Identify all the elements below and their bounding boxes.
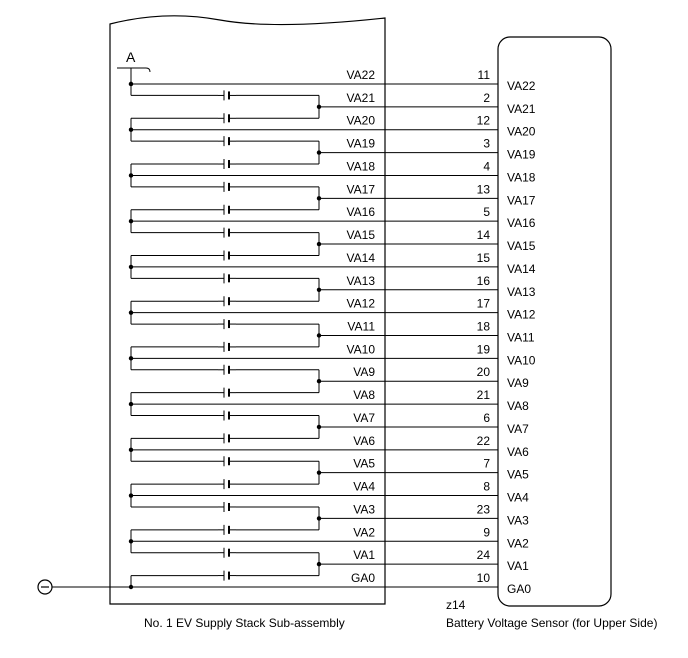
junction-dot	[317, 105, 321, 109]
battery-cell-icon	[218, 319, 236, 329]
junction-dot	[129, 82, 133, 86]
terminal-label: VA19	[507, 147, 536, 162]
pin-number: 16	[476, 273, 490, 288]
pin-number: 9	[483, 525, 490, 540]
wire-label: VA21	[346, 90, 375, 105]
terminal-label: VA8	[507, 399, 529, 414]
wire-label: VA19	[346, 136, 375, 151]
cells-layer	[129, 68, 321, 589]
battery-cell-icon	[218, 411, 236, 421]
junction-dot	[129, 173, 133, 177]
terminal-label: VA16	[507, 216, 536, 231]
supply-stack-box	[110, 16, 385, 604]
battery-cell-icon	[218, 456, 236, 466]
pin-number: 6	[483, 410, 490, 425]
battery-cell-icon	[218, 365, 236, 375]
terminal-label: VA2	[507, 536, 529, 551]
wire-label: VA22	[346, 68, 375, 82]
wire-label: VA4	[353, 479, 375, 494]
terminal-label: VA12	[507, 307, 536, 322]
pin-number: 23	[476, 502, 490, 517]
battery-cell-icon	[218, 136, 236, 146]
wire-label: VA15	[346, 228, 375, 243]
wire-label: VA13	[346, 273, 375, 288]
wire-label: VA12	[346, 296, 375, 311]
battery-cell-icon	[218, 433, 236, 443]
terminal-label: VA4	[507, 490, 529, 505]
junction-dot	[317, 288, 321, 292]
battery-cell-icon	[218, 479, 236, 489]
wire-label: VA2	[353, 525, 375, 540]
wire-label: VA16	[346, 205, 375, 220]
wire-label: VA5	[353, 456, 375, 471]
junction-dot	[129, 493, 133, 497]
wire-label: VA8	[353, 388, 375, 403]
pin-number: 12	[476, 113, 490, 128]
junction-dot	[317, 196, 321, 200]
battery-cell-icon	[218, 182, 236, 192]
wire-label: GA0	[350, 571, 375, 585]
pin-number: 19	[476, 342, 490, 357]
pin-number: 10	[476, 571, 490, 585]
connector-code: z14	[446, 598, 466, 612]
junction-dot	[317, 242, 321, 246]
pin-number: 2	[483, 90, 490, 105]
pin-number: 3	[483, 136, 490, 151]
battery-cell-icon	[218, 502, 236, 512]
battery-cell-icon	[218, 250, 236, 260]
junction-dot	[129, 448, 133, 452]
wire-label: VA9	[353, 365, 375, 380]
minus-circle-icon	[38, 580, 52, 594]
pin-number: 7	[483, 456, 490, 471]
terminal-label: GA0	[507, 582, 532, 596]
junction-dot	[129, 128, 133, 132]
terminal-label: VA13	[507, 284, 536, 299]
battery-cell-icon	[218, 342, 236, 352]
wire-label: VA7	[353, 410, 375, 425]
terminal-label: VA5	[507, 467, 529, 482]
pin-number: 4	[483, 159, 490, 174]
wire-label: VA11	[347, 319, 375, 334]
battery-cell-icon	[218, 205, 236, 215]
junction-dot	[129, 310, 133, 314]
terminal-label: VA14	[507, 261, 536, 276]
terminal-label: VA17	[507, 193, 536, 208]
wire-label: VA18	[346, 159, 375, 174]
battery-cell-icon	[218, 159, 236, 169]
voltage-sensor-label: Battery Voltage Sensor (for Upper Side)	[446, 616, 658, 630]
battery-cell-icon	[218, 273, 236, 283]
wires-layer	[131, 68, 536, 596]
pin-number: 8	[483, 479, 490, 494]
terminal-label: VA20	[507, 124, 536, 139]
battery-cell-icon	[218, 228, 236, 238]
supply-stack-label: No. 1 EV Supply Stack Sub-assembly	[144, 616, 345, 630]
junction-dot	[129, 539, 133, 543]
junction-dot	[317, 150, 321, 154]
terminal-label: VA1	[507, 559, 529, 574]
junction-dot	[129, 265, 133, 269]
wire-label: VA6	[353, 433, 375, 448]
pin-number: 20	[476, 365, 490, 380]
pin-number: 22	[476, 433, 490, 448]
battery-cell-icon	[218, 548, 236, 558]
terminal-label: VA9	[507, 376, 529, 391]
junction-dot	[317, 425, 321, 429]
terminal-label: VA18	[507, 170, 536, 185]
terminal-label: VA3	[507, 513, 529, 528]
wire-label: VA20	[346, 113, 375, 128]
junction-dot	[129, 356, 133, 360]
wire-label: VA1	[353, 548, 375, 563]
junction-dot	[129, 219, 133, 223]
battery-cell-icon	[218, 525, 236, 535]
pin-number: 14	[476, 228, 490, 243]
junction-dot	[129, 585, 133, 589]
battery-cell-icon	[218, 90, 236, 100]
junction-dot	[129, 402, 133, 406]
terminal-label: VA10	[507, 353, 536, 368]
terminal-label: VA6	[507, 444, 529, 459]
battery-cell-icon	[218, 113, 236, 123]
junction-dot	[317, 333, 321, 337]
junction-dot	[317, 470, 321, 474]
wire-label: VA10	[346, 342, 375, 357]
pin-number: 17	[476, 296, 490, 311]
pin-number: 11	[477, 68, 490, 82]
junction-dot	[317, 516, 321, 520]
pin-number: 21	[476, 388, 490, 403]
wire-label: VA17	[346, 182, 375, 197]
terminal-label: VA21	[507, 101, 536, 116]
pin-number: 24	[476, 548, 490, 563]
junction-dot	[317, 379, 321, 383]
battery-cell-icon	[218, 296, 236, 306]
pin-number: 5	[483, 205, 490, 220]
pin-number: 18	[476, 319, 490, 334]
terminal-label: VA7	[507, 421, 529, 436]
branch-label: A	[126, 49, 136, 65]
battery-cell-icon	[218, 571, 236, 581]
battery-cell-icon	[218, 388, 236, 398]
pin-number: 15	[476, 250, 490, 265]
terminal-label: VA11	[507, 330, 535, 345]
wire-label: VA14	[346, 250, 375, 265]
wire-label: VA3	[353, 502, 375, 517]
junction-dot	[317, 562, 321, 566]
terminal-label: VA15	[507, 239, 536, 254]
pin-number: 13	[476, 182, 490, 197]
terminal-label: VA22	[507, 79, 536, 93]
